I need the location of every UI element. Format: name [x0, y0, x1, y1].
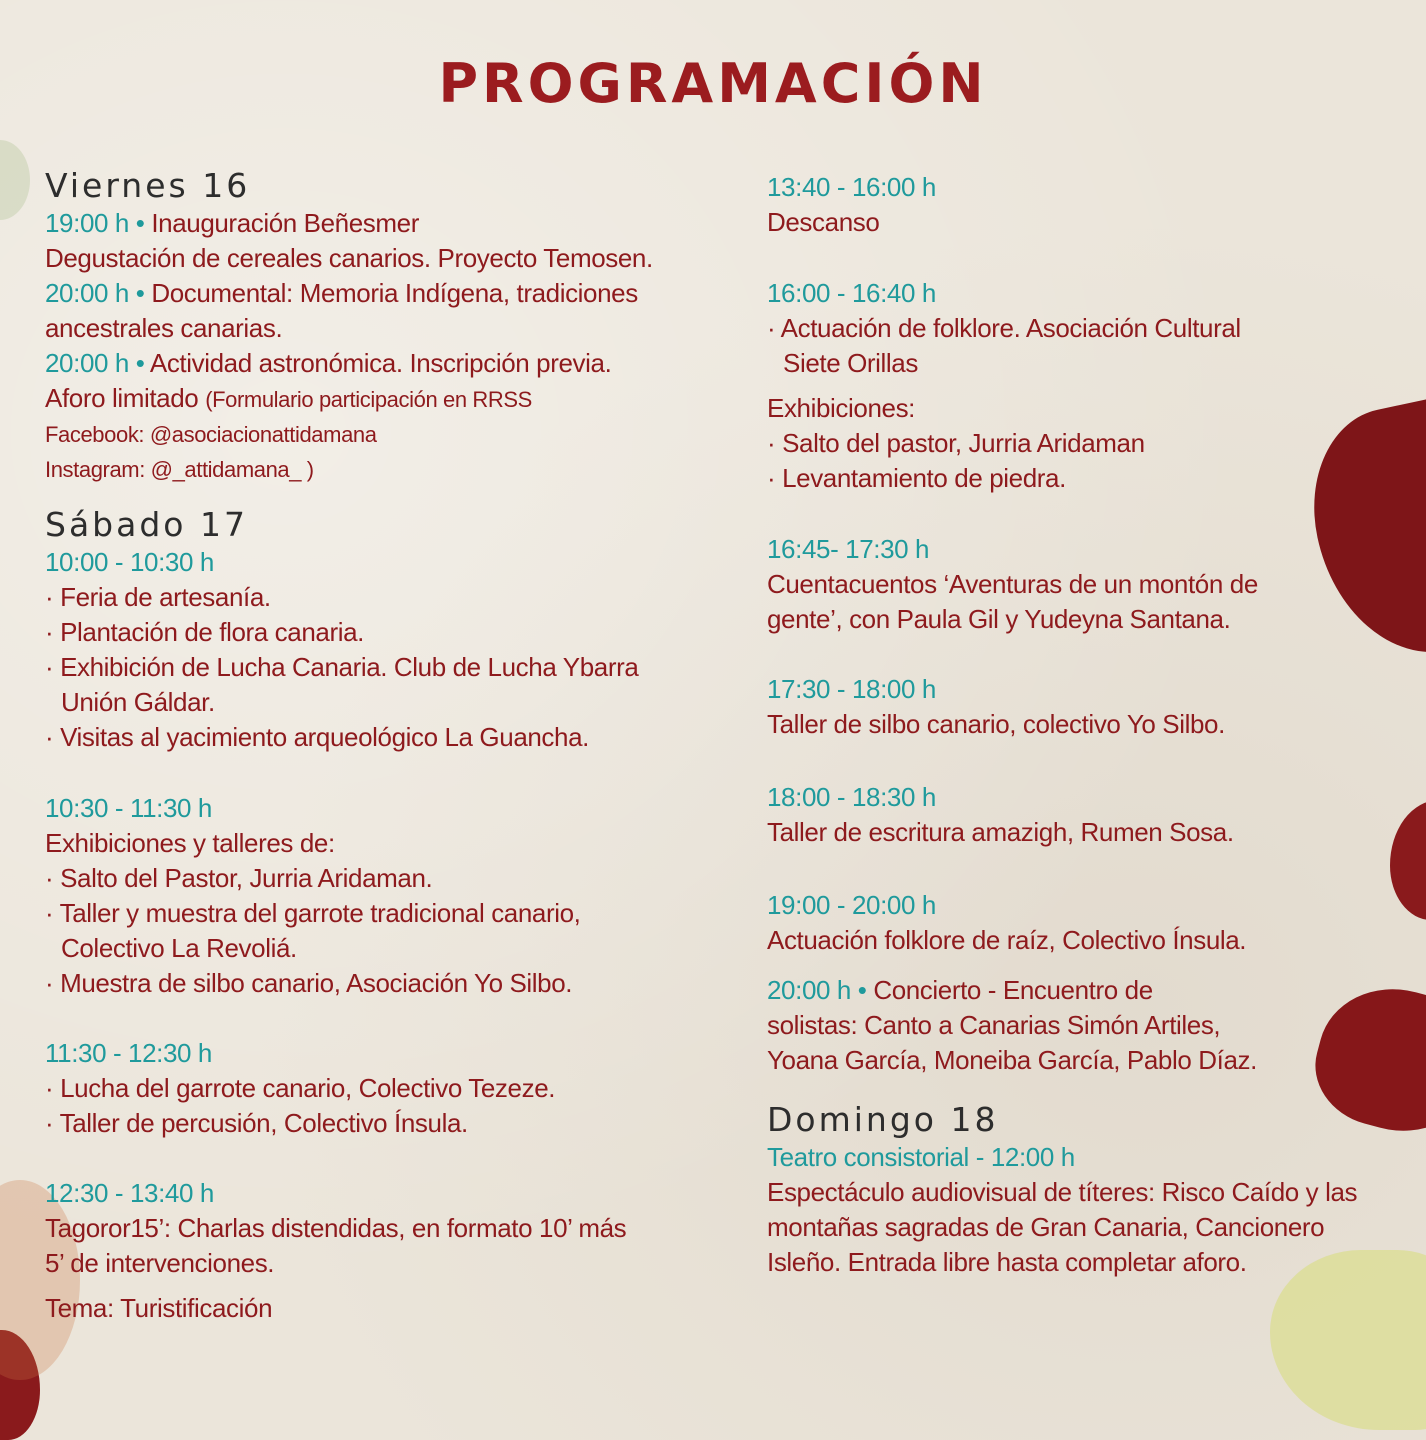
time-slot: 19:00 - 20:00 h: [767, 890, 936, 920]
event-line: Degustación de cereales canarios. Proyecto Temosen.: [45, 243, 653, 273]
list-item: Taller de silbo canario, colectivo Yo Silbo.: [767, 709, 1225, 739]
event-line: ancestrales canarias.: [45, 313, 283, 343]
page-title: PROGRAMACIÓN: [438, 52, 988, 115]
list-item: solistas: Canto a Canarias Simón Artiles,: [767, 1010, 1221, 1040]
list-item: Colectivo La Revoliá.: [61, 933, 297, 963]
list-item: Yoana García, Moneiba García, Pablo Díaz.: [767, 1045, 1257, 1075]
time-slot: 16:45- 17:30 h: [767, 534, 930, 564]
event-line: Aforo limitado (Formulario participación en RRSS: [45, 383, 532, 413]
list-item: Unión Gáldar.: [61, 687, 215, 717]
list-item: Espectáculo audiovisual de títeres: Risco Caído y las: [767, 1177, 1358, 1207]
time-slot: 18:00 - 18:30 h: [767, 782, 936, 812]
list-item: montañas sagradas de Gran Canaria, Cancionero: [767, 1212, 1325, 1242]
list-item: gente’, con Paula Gil y Yudeyna Santana.: [767, 604, 1231, 634]
day-heading-domingo: Domingo 18: [767, 1100, 999, 1139]
left-column: [45, 166, 725, 1326]
list-item: · Plantación de flora canaria.: [45, 617, 364, 647]
list-item: · Taller de percusión, Colectivo Ínsula.: [45, 1108, 468, 1138]
list-item: Isleño. Entrada libre hasta completar aforo.: [767, 1247, 1247, 1277]
event-line: 20:00 h • Concierto - Encuentro de: [767, 975, 1153, 1005]
event-line: 19:00 h • Inauguración Beñesmer: [45, 208, 419, 238]
time-slot: 12:30 - 13:40 h: [45, 1178, 214, 1208]
list-item: Siete Orillas: [783, 348, 918, 378]
list-item: Tema: Turistificación: [45, 1293, 273, 1323]
list-item: · Exhibición de Lucha Canaria. Club de Lucha Ybarra: [45, 652, 639, 682]
list-item: Taller de escritura amazigh, Rumen Sosa.: [767, 817, 1234, 847]
day-heading-viernes: Viernes 16: [45, 166, 251, 205]
time-slot: Teatro consistorial - 12:00 h: [767, 1142, 1075, 1172]
time-slot: 10:30 - 11:30 h: [45, 793, 212, 823]
day-heading-sabado: Sábado 17: [45, 505, 248, 544]
list-item: Actuación folklore de raíz, Colectivo Ínsula.: [767, 925, 1247, 955]
list-item: · Lucha del garrote canario, Colectivo Tezeze.: [45, 1073, 556, 1103]
instagram-handle: Instagram: @_attidamana_ ): [45, 457, 314, 482]
list-item: Exhibiciones:: [767, 393, 915, 423]
time-slot: 10:00 - 10:30 h: [45, 547, 214, 577]
list-item: Tagoror15’: Charlas distendidas, en formato 10’ más: [45, 1213, 627, 1243]
list-item: · Visitas al yacimiento arqueológico La Guancha.: [45, 722, 589, 752]
time-slot: 16:00 - 16:40 h: [767, 278, 936, 308]
list-item: Cuentacuentos ‘Aventuras de un montón de: [767, 569, 1258, 599]
event-line: 20:00 h • Actividad astronómica. Inscripción previa.: [45, 348, 612, 378]
list-item: 5’ de intervenciones.: [45, 1248, 275, 1278]
facebook-handle: Facebook: @asociacionattidamana: [45, 422, 377, 447]
time-slot: 11:30 - 12:30 h: [45, 1038, 212, 1068]
list-item: · Feria de artesanía.: [45, 582, 271, 612]
list-item: Descanso: [767, 207, 880, 237]
right-column: [767, 170, 1412, 1280]
time-slot: 13:40 - 16:00 h: [767, 172, 936, 202]
list-item: · Muestra de silbo canario, Asociación Yo Silbo.: [45, 968, 573, 998]
time-slot: 17:30 - 18:00 h: [767, 674, 936, 704]
list-item: · Salto del Pastor, Jurria Aridaman.: [45, 863, 433, 893]
event-line: 20:00 h • Documental: Memoria Indígena, tradiciones: [45, 278, 638, 308]
list-item: · Taller y muestra del garrote tradicional canario,: [45, 898, 581, 928]
list-item: · Actuación de folklore. Asociación Cultural: [767, 313, 1241, 343]
list-item: · Levantamiento de piedra.: [767, 463, 1066, 493]
list-item: Exhibiciones y talleres de:: [45, 828, 335, 858]
list-item: · Salto del pastor, Jurria Aridaman: [767, 428, 1145, 458]
